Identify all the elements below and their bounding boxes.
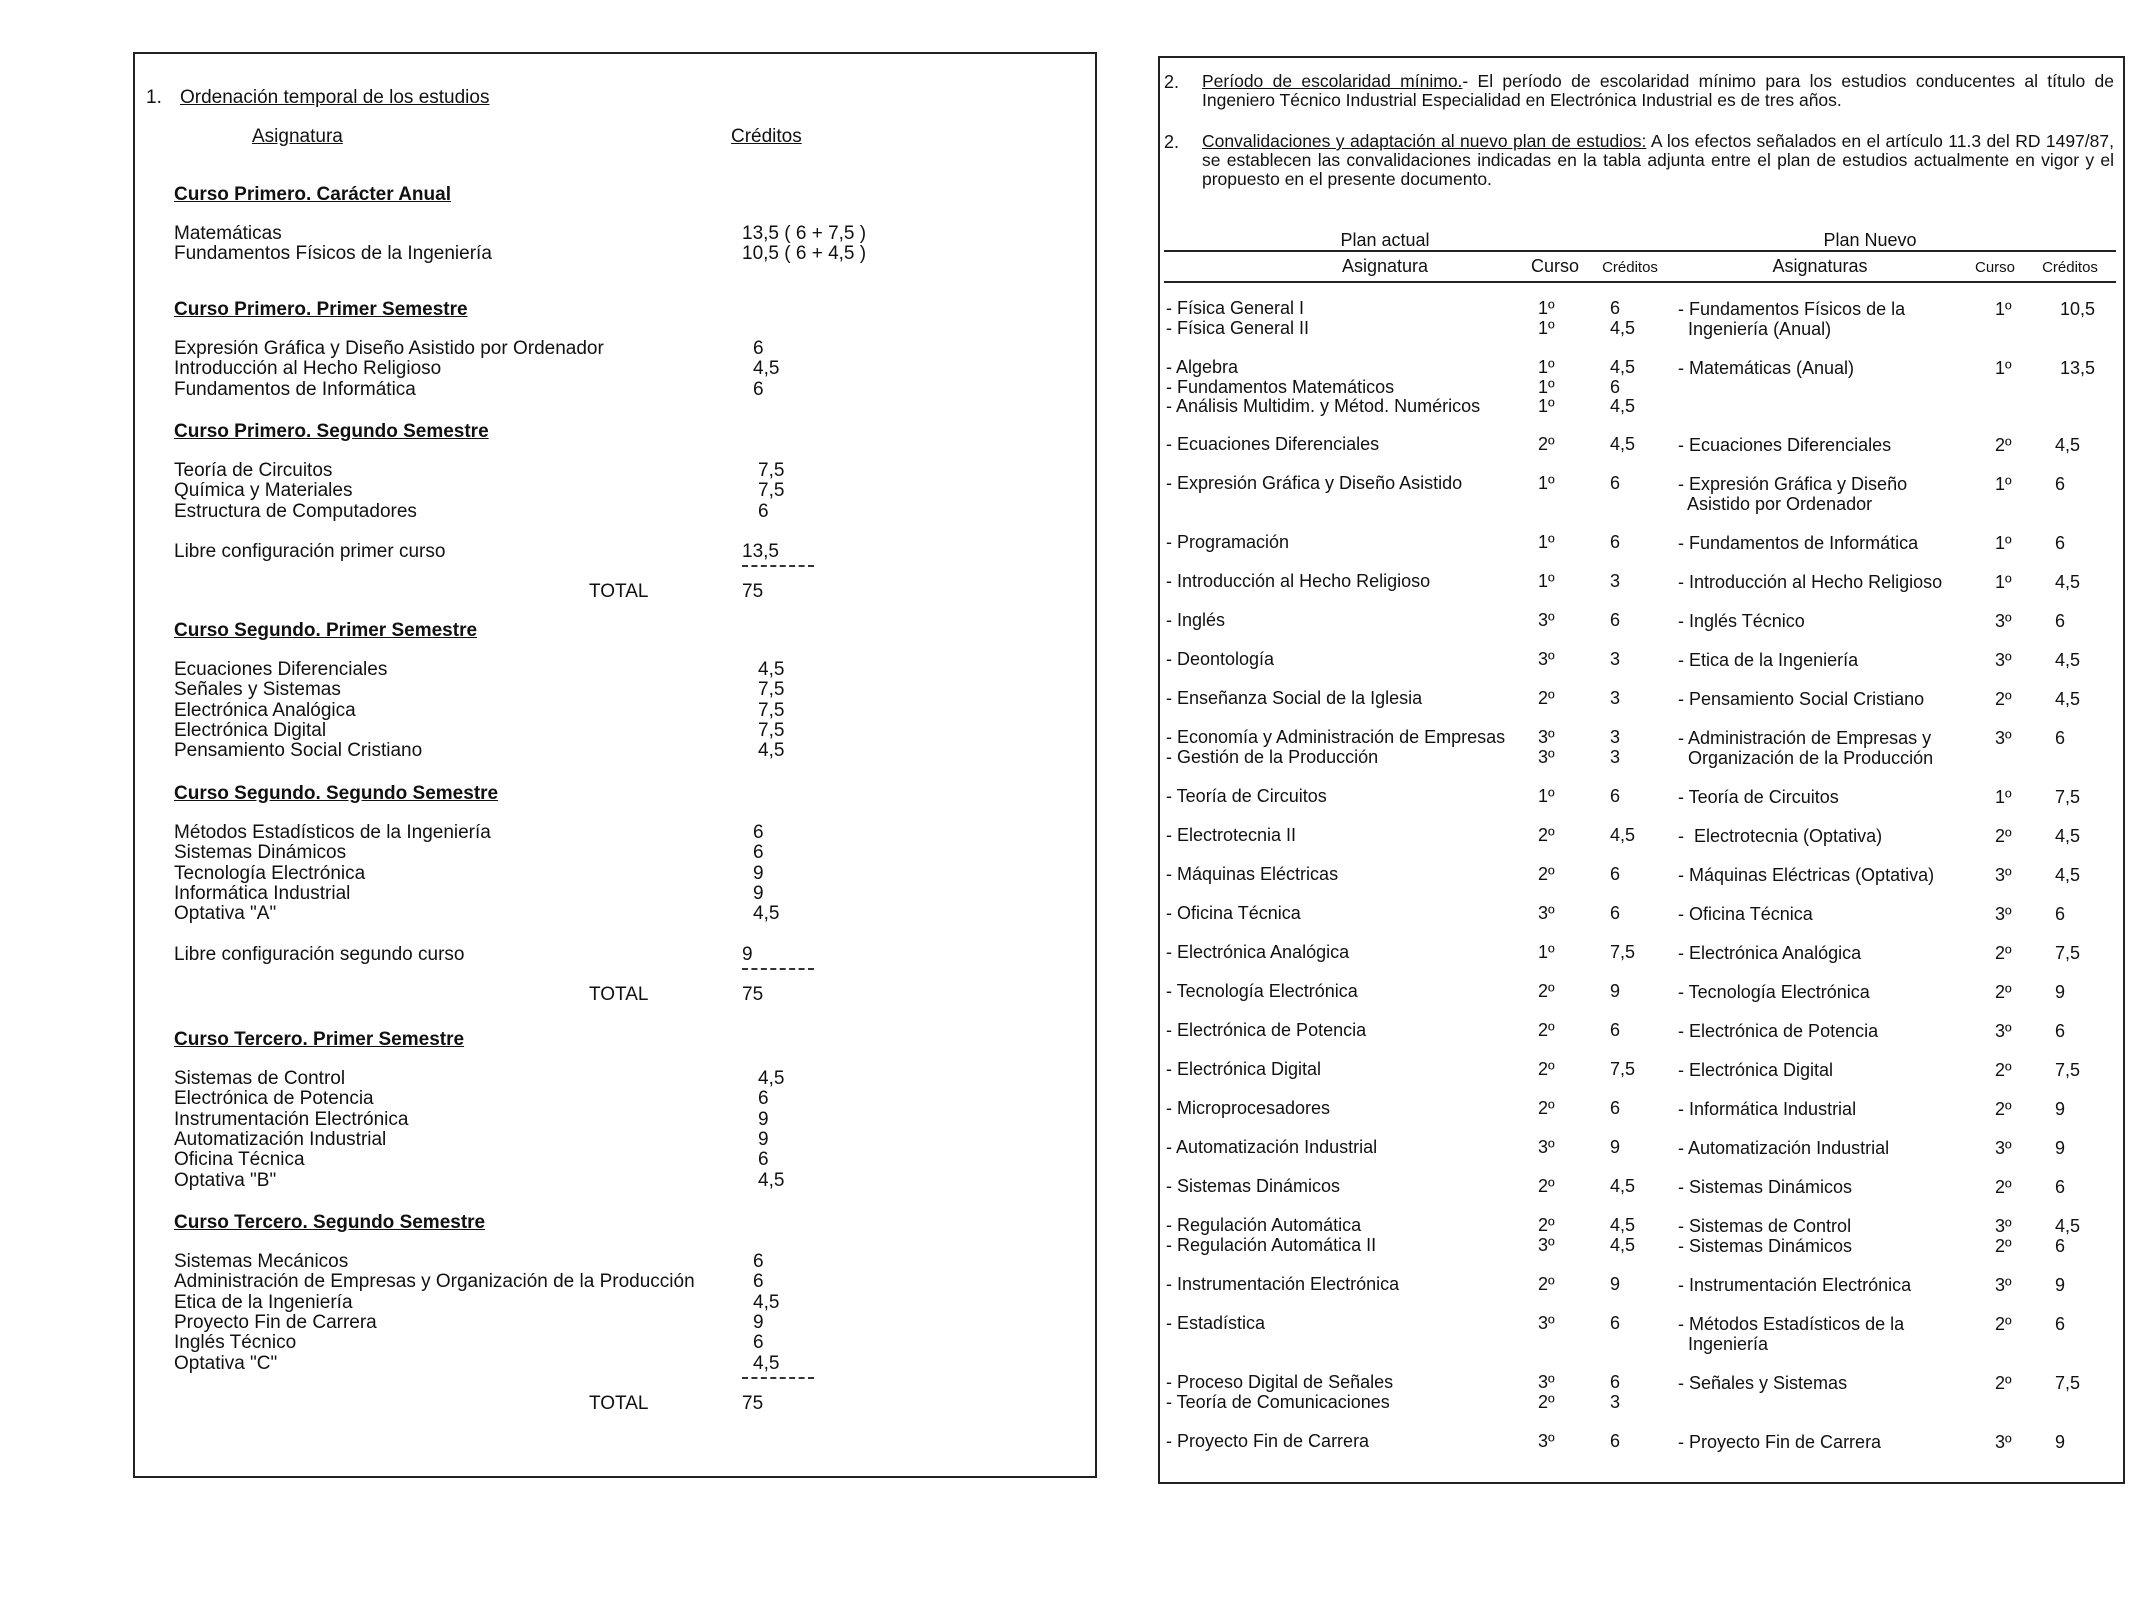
new-curso: 3º [1995, 611, 2012, 631]
old-creditos: 9 [1610, 1137, 1621, 1157]
old-creditos: 9 [1610, 1274, 1621, 1294]
new-curso: 1º [1995, 787, 2012, 807]
old-creditos: 3 [1610, 688, 1621, 708]
new-curso: 1º [1995, 572, 2012, 592]
course-name: Instrumentación Electrónica [174, 1108, 409, 1130]
new-creditos: 4,5 [2055, 435, 2081, 455]
libre-configuracion: Libre configuración primer curso [174, 540, 446, 562]
old-subject: - Física General II [1166, 317, 1310, 338]
old-creditos: 6 [1610, 1098, 1621, 1118]
new-curso: 3º [1995, 1432, 2012, 1452]
old-curso: 2º [1538, 1020, 1555, 1040]
old-creditos: 3 [1610, 649, 1621, 669]
new-creditos: 10,5 [2060, 299, 2096, 319]
course-name: Matemáticas [174, 223, 282, 244]
new-subject: - Inglés Técnico [1678, 611, 1805, 631]
course-credits: 4,5 [758, 659, 785, 680]
new-subject: - Administración de Empresas y [1678, 728, 1932, 748]
block-title: Curso Primero. Segundo Semestre [174, 421, 489, 442]
p1-title: Período de escolaridad mínimo. [1202, 71, 1463, 91]
course-name: Tecnología Electrónica [174, 862, 366, 884]
block-title: Curso Tercero. Segundo Semestre [174, 1212, 486, 1233]
old-subject: - Electrónica Digital [1166, 1059, 1322, 1079]
old-subject: - Instrumentación Electrónica [1166, 1274, 1400, 1294]
old-subject: - Deontología [1166, 649, 1275, 669]
total-divider [742, 565, 814, 567]
new-creditos: 4,5 [2055, 650, 2081, 670]
new-subject: - Pensamiento Social Cristiano [1678, 689, 1925, 709]
old-curso: 2º [1538, 688, 1555, 708]
new-curso: 1º [1995, 533, 2012, 553]
old-curso: 3º [1538, 1313, 1555, 1333]
new-curso: 1º [1995, 299, 2012, 319]
new-subject: Ingeniería (Anual) [1678, 318, 1832, 339]
old-curso: 2º [1538, 864, 1555, 884]
old-creditos: 4,5 [1610, 317, 1636, 338]
old-curso: 1º [1538, 298, 1555, 318]
old-curso: 1º [1538, 473, 1555, 493]
new-subject: Ingeniería [1678, 1333, 1769, 1354]
course-name: Informática Industrial [174, 882, 351, 904]
course-credits: 6 [753, 1251, 764, 1272]
old-subject: - Teoría de Comunicaciones [1166, 1391, 1390, 1412]
old-curso: 3º [1538, 1372, 1555, 1392]
old-creditos: 4,5 [1610, 825, 1636, 845]
old-creditos: 6 [1610, 1431, 1621, 1451]
new-creditos: 9 [2055, 1432, 2066, 1452]
old-creditos: 3 [1610, 727, 1621, 747]
course-name: Optativa "A" [174, 903, 277, 925]
new-curso: 2º [1995, 689, 2012, 709]
old-curso: 1º [1538, 396, 1555, 416]
old-creditos: 4,5 [1610, 357, 1636, 377]
course-credits: 6 [753, 1271, 764, 1293]
new-curso: 2º [1995, 982, 2012, 1002]
new-subject: - Instrumentación Electrónica [1678, 1275, 1912, 1295]
old-subject: - Fundamentos Matemáticos [1166, 376, 1395, 397]
old-creditos: 6 [1610, 1372, 1621, 1392]
new-curso: 2º [1995, 826, 2012, 846]
old-subject: - Automatización Industrial [1166, 1137, 1378, 1157]
old-subject: - Análisis Multidim. y Métod. Numéricos [1166, 396, 1481, 416]
p1-number: 2. [1164, 72, 1180, 92]
course-credits: 4,5 [758, 1169, 785, 1191]
course-credits: 6 [758, 1149, 769, 1171]
column-header-asignatura: Asignatura [252, 126, 343, 147]
new-curso: 3º [1995, 865, 2012, 885]
new-subject: - Máquinas Eléctricas (Optativa) [1678, 865, 1935, 885]
old-creditos: 4,5 [1610, 1234, 1636, 1255]
new-creditos: 6 [2055, 1235, 2066, 1256]
new-creditos: 6 [2055, 728, 2066, 748]
course-credits: 6 [753, 338, 764, 359]
course-name: Teoría de Circuitos [174, 460, 333, 481]
old-curso: 1º [1538, 357, 1555, 377]
old-curso: 3º [1538, 1431, 1555, 1451]
new-creditos: 9 [2055, 1275, 2066, 1295]
col-creditos-nuevo: Créditos [2042, 259, 2098, 276]
new-subject: - Métodos Estadísticos de la [1678, 1314, 1905, 1334]
course-credits: 7,5 [758, 719, 785, 741]
new-curso: 2º [1995, 1373, 2012, 1393]
old-curso: 2º [1538, 981, 1555, 1001]
old-creditos: 6 [1610, 903, 1621, 923]
p2-number: 2. [1164, 132, 1180, 152]
course-credits: 10,5 ( 6 + 4,5 ) [742, 243, 867, 265]
p1-paragraph [1202, 72, 2114, 110]
course-name: Proyecto Fin de Carrera [174, 1311, 377, 1333]
old-curso: 3º [1538, 746, 1555, 767]
new-creditos: 4,5 [2055, 865, 2081, 885]
old-creditos: 4,5 [1610, 1176, 1636, 1196]
old-subject: - Electrónica Analógica [1166, 942, 1350, 962]
course-credits: 4,5 [753, 358, 780, 380]
old-subject: - Proceso Digital de Señales [1166, 1372, 1394, 1392]
total-label: TOTAL [589, 1392, 649, 1414]
new-subject: - Fundamentos Físicos de la [1678, 299, 1906, 319]
old-curso: 2º [1538, 434, 1555, 454]
block-title: Curso Tercero. Primer Semestre [174, 1029, 465, 1050]
course-credits: 4,5 [758, 740, 785, 762]
old-subject: - Microprocesadores [1166, 1098, 1331, 1118]
old-curso: 1º [1538, 317, 1555, 338]
total-value: 75 [742, 581, 764, 603]
block-title: Curso Primero. Primer Semestre [174, 299, 468, 320]
new-creditos: 6 [2055, 474, 2066, 494]
course-name: Sistemas Dinámicos [174, 842, 347, 864]
old-subject: - Gestión de la Producción [1166, 746, 1379, 767]
course-credits: 7,5 [758, 460, 785, 481]
plan-nuevo-header: Plan Nuevo [1823, 230, 1917, 250]
course-credits: 7,5 [758, 699, 785, 721]
old-creditos: 3 [1610, 571, 1621, 591]
new-subject: - Sistemas Dinámicos [1678, 1177, 1853, 1197]
old-creditos: 4,5 [1610, 396, 1636, 416]
course-credits: 6 [753, 378, 764, 400]
old-creditos: 7,5 [1610, 942, 1636, 962]
total-label: TOTAL [589, 983, 649, 1005]
old-subject: - Electrónica de Potencia [1166, 1020, 1367, 1040]
old-curso: 3º [1538, 610, 1555, 630]
new-subject: - Informática Industrial [1678, 1099, 1857, 1119]
col-curso-nuevo: Curso [1974, 259, 2015, 276]
new-creditos: 4,5 [2055, 572, 2081, 592]
course-name: Estructura de Computadores [174, 500, 417, 522]
new-curso: 2º [1995, 435, 2012, 455]
new-creditos: 9 [2055, 982, 2066, 1002]
new-creditos: 6 [2055, 1021, 2066, 1041]
old-subject: - Economía y Administración de Empresas [1166, 727, 1506, 747]
new-creditos: 6 [2055, 1314, 2066, 1334]
old-curso: 2º [1538, 1391, 1555, 1412]
new-creditos: 6 [2055, 1177, 2066, 1197]
old-curso: 2º [1538, 1215, 1555, 1235]
p2-paragraph [1202, 132, 2114, 189]
total-value: 75 [742, 983, 764, 1005]
new-curso: 3º [1995, 1216, 2012, 1236]
new-subject: - Matemáticas (Anual) [1678, 358, 1855, 378]
old-creditos: 6 [1610, 376, 1621, 397]
new-creditos: 6 [2055, 611, 2066, 631]
new-curso: 2º [1995, 1235, 2012, 1256]
new-curso: 3º [1995, 904, 2012, 924]
course-name: Electrónica Analógica [174, 699, 356, 721]
old-curso: 3º [1538, 1137, 1555, 1157]
old-subject: - Enseñanza Social de la Iglesia [1166, 688, 1423, 708]
course-credits: 4,5 [753, 1291, 780, 1313]
old-creditos: 6 [1610, 298, 1621, 318]
col-curso: Curso [1530, 256, 1579, 276]
new-subject: - Señales y Sistemas [1678, 1373, 1848, 1393]
old-curso: 1º [1538, 571, 1555, 591]
course-name: Automatización Industrial [174, 1128, 387, 1150]
new-subject: - Introducción al Hecho Religioso [1678, 572, 1943, 592]
course-credits: 6 [753, 822, 764, 843]
old-subject: - Oficina Técnica [1166, 903, 1301, 923]
course-name: Inglés Técnico [174, 1332, 297, 1354]
old-subject: - Expresión Gráfica y Diseño Asistido [1166, 473, 1463, 493]
course-credits: 6 [753, 1332, 764, 1354]
old-curso: 2º [1538, 1176, 1555, 1196]
new-creditos: 4,5 [2055, 689, 2081, 709]
block-title: Curso Primero. Carácter Anual [174, 184, 451, 205]
new-curso: 3º [1995, 1021, 2012, 1041]
old-creditos: 6 [1610, 532, 1621, 552]
old-creditos: 3 [1610, 746, 1621, 767]
course-credits: 9 [753, 1311, 764, 1333]
header-rule-top [1164, 250, 2116, 252]
course-name: Optativa "B" [174, 1169, 277, 1191]
new-subject: - Ecuaciones Diferenciales [1678, 435, 1892, 455]
course-name: Ecuaciones Diferenciales [174, 659, 388, 680]
new-subject: - Electrónica Analógica [1678, 943, 1862, 963]
old-subject: - Teoría de Circuitos [1166, 786, 1327, 806]
new-curso: 3º [1995, 728, 2012, 748]
old-curso: 2º [1538, 1098, 1555, 1118]
old-subject: - Proyecto Fin de Carrera [1166, 1431, 1370, 1451]
old-creditos: 6 [1610, 1313, 1621, 1333]
new-subject: - Tecnología Electrónica [1678, 982, 1870, 1002]
course-credits: 4,5 [753, 903, 780, 925]
old-subject: - Electrotecnia II [1166, 825, 1297, 845]
new-curso: 2º [1995, 1177, 2012, 1197]
course-name: Sistemas de Control [174, 1068, 346, 1089]
column-header-creditos: Créditos [731, 126, 802, 147]
old-subject: - Regulación Automática [1166, 1215, 1362, 1235]
old-curso: 2º [1538, 825, 1555, 845]
old-subject: - Regulación Automática II [1166, 1234, 1377, 1255]
old-subject: - Algebra [1166, 357, 1239, 377]
new-curso: 1º [1995, 358, 2012, 378]
new-subject: Organización de la Producción [1678, 747, 1934, 768]
old-curso: 3º [1538, 903, 1555, 923]
course-name: Señales y Sistemas [174, 679, 341, 701]
old-curso: 3º [1538, 1234, 1555, 1255]
course-name: Fundamentos Físicos de la Ingeniería [174, 243, 492, 265]
new-subject: - Fundamentos de Informática [1678, 533, 1919, 553]
p2-text: A los efectos señalados en el artículo 11.3 del RD 1497/87, se establecen las convalidaciones indicadas en la tabla adjunta entre el plan de estudios actualmente en vigor y el propuesto en el presente documento. [1202, 131, 2114, 189]
course-name: Fundamentos de Informática [174, 378, 416, 400]
new-subject: - Electrónica de Potencia [1678, 1021, 1879, 1041]
new-creditos: 7,5 [2055, 787, 2081, 807]
col-asignatura: Asignatura [1341, 256, 1429, 276]
new-creditos: 7,5 [2055, 943, 2081, 963]
new-creditos: 4,5 [2055, 826, 2081, 846]
old-creditos: 6 [1610, 864, 1621, 884]
col-creditos: Créditos [1602, 259, 1658, 276]
old-creditos: 6 [1610, 473, 1621, 493]
course-credits: 4,5 [753, 1352, 780, 1374]
old-subject: - Tecnología Electrónica [1166, 981, 1358, 1001]
course-credits: 6 [753, 842, 764, 864]
course-name: Sistemas Mecánicos [174, 1251, 349, 1272]
old-creditos: 6 [1610, 1020, 1621, 1040]
new-curso: 2º [1995, 1314, 2012, 1334]
total-divider [742, 968, 814, 970]
study-plan-panel [133, 52, 1097, 1478]
old-curso: 1º [1538, 786, 1555, 806]
new-subject: - Electrónica Digital [1678, 1060, 1834, 1080]
new-creditos: 4,5 [2055, 1216, 2081, 1236]
course-credits: 13,5 ( 6 + 7,5 ) [742, 223, 867, 244]
course-credits: 7,5 [758, 679, 785, 701]
old-curso: 2º [1538, 1274, 1555, 1294]
new-curso: 3º [1995, 1138, 2012, 1158]
course-credits: 6 [758, 1088, 769, 1110]
section-title: Ordenación temporal de los estudios [180, 87, 490, 108]
block-title: Curso Segundo. Segundo Semestre [174, 783, 499, 804]
old-subject: - Física General I [1166, 298, 1305, 318]
total-divider [742, 1377, 814, 1379]
new-subject: - Sistemas Dinámicos [1678, 1235, 1853, 1256]
old-creditos: 4,5 [1610, 1215, 1636, 1235]
old-creditos: 9 [1610, 981, 1621, 1001]
p2-title: Convalidaciones y adaptación al nuevo plan de estudios: [1202, 131, 1647, 151]
old-subject: - Máquinas Eléctricas [1166, 864, 1339, 884]
new-subject: - Electrotecnia (Optativa) [1678, 826, 1883, 846]
course-name: Oficina Técnica [174, 1149, 305, 1171]
course-name: Pensamiento Social Cristiano [174, 740, 423, 762]
old-creditos: 7,5 [1610, 1059, 1636, 1079]
block-title: Curso Segundo. Primer Semestre [174, 620, 478, 641]
new-subject: - Proyecto Fin de Carrera [1678, 1432, 1882, 1452]
new-subject: Asistido por Ordenador [1678, 493, 1873, 514]
old-curso: 3º [1538, 727, 1555, 747]
course-name: Administración de Empresas y Organización de la Producción [174, 1271, 695, 1293]
new-curso: 3º [1995, 650, 2012, 670]
new-creditos: 7,5 [2055, 1373, 2081, 1393]
new-subject: - Automatización Industrial [1678, 1138, 1890, 1158]
old-subject: - Programación [1166, 532, 1290, 552]
new-curso: 2º [1995, 1099, 2012, 1119]
libre-credits: 9 [742, 943, 753, 965]
course-name: Electrónica de Potencia [174, 1088, 374, 1110]
new-creditos: 13,5 [2060, 358, 2096, 378]
old-subject: - Introducción al Hecho Religioso [1166, 571, 1431, 591]
new-curso: 3º [1995, 1275, 2012, 1295]
new-creditos: 6 [2055, 533, 2066, 553]
course-credits: 7,5 [758, 480, 785, 502]
old-curso: 1º [1538, 532, 1555, 552]
old-creditos: 6 [1610, 610, 1621, 630]
course-name: Expresión Gráfica y Diseño Asistido por Ordenador [174, 338, 604, 359]
course-credits: 6 [758, 500, 769, 522]
p1-text: - El período de escolaridad mínimo para los estudios conducentes al título de Ingeniero Técnico Industrial Especialidad en Electrónica Industrial es de tres años. [1202, 71, 2115, 110]
new-subject: - Oficina Técnica [1678, 904, 1813, 924]
new-subject: - Teoría de Circuitos [1678, 787, 1839, 807]
old-subject: - Estadística [1166, 1313, 1266, 1333]
new-curso: 2º [1995, 1060, 2012, 1080]
old-creditos: 4,5 [1610, 434, 1636, 454]
section-number: 1. [146, 87, 162, 108]
col-asignaturas: Asignaturas [1772, 256, 1868, 276]
old-curso: 1º [1538, 942, 1555, 962]
course-name: Métodos Estadísticos de la Ingeniería [174, 822, 491, 843]
libre-credits: 13,5 [742, 540, 779, 562]
old-curso: 3º [1538, 649, 1555, 669]
course-name: Electrónica Digital [174, 719, 327, 741]
new-creditos: 7,5 [2055, 1060, 2081, 1080]
course-credits: 4,5 [758, 1068, 785, 1089]
new-creditos: 9 [2055, 1099, 2066, 1119]
libre-configuracion: Libre configuración segundo curso [174, 943, 465, 965]
new-creditos: 9 [2055, 1138, 2066, 1158]
old-creditos: 3 [1610, 1391, 1621, 1412]
course-credits: 9 [758, 1108, 769, 1130]
new-subject: - Sistemas de Control [1678, 1216, 1852, 1236]
old-creditos: 6 [1610, 786, 1621, 806]
course-name: Etica de la Ingeniería [174, 1291, 353, 1313]
old-subject: - Inglés [1166, 610, 1226, 630]
new-creditos: 6 [2055, 904, 2066, 924]
new-subject: - Expresión Gráfica y Diseño [1678, 474, 1908, 494]
new-subject: - Etica de la Ingeniería [1678, 650, 1859, 670]
convalidation-panel [1158, 56, 2125, 1484]
course-credits: 9 [753, 882, 764, 904]
course-credits: 9 [758, 1128, 769, 1150]
new-curso: 2º [1995, 943, 2012, 963]
total-value: 75 [742, 1392, 764, 1414]
course-credits: 9 [753, 862, 764, 884]
plan-actual-header: Plan actual [1340, 230, 1430, 250]
old-curso: 1º [1538, 376, 1555, 397]
new-curso: 1º [1995, 474, 2012, 494]
header-rule-bottom [1164, 281, 2116, 283]
old-curso: 2º [1538, 1059, 1555, 1079]
old-subject: - Ecuaciones Diferenciales [1166, 434, 1380, 454]
total-label: TOTAL [589, 581, 649, 603]
old-subject: - Sistemas Dinámicos [1166, 1176, 1341, 1196]
course-name: Introducción al Hecho Religioso [174, 358, 442, 380]
course-name: Optativa "C" [174, 1352, 278, 1374]
course-name: Química y Materiales [174, 480, 353, 502]
